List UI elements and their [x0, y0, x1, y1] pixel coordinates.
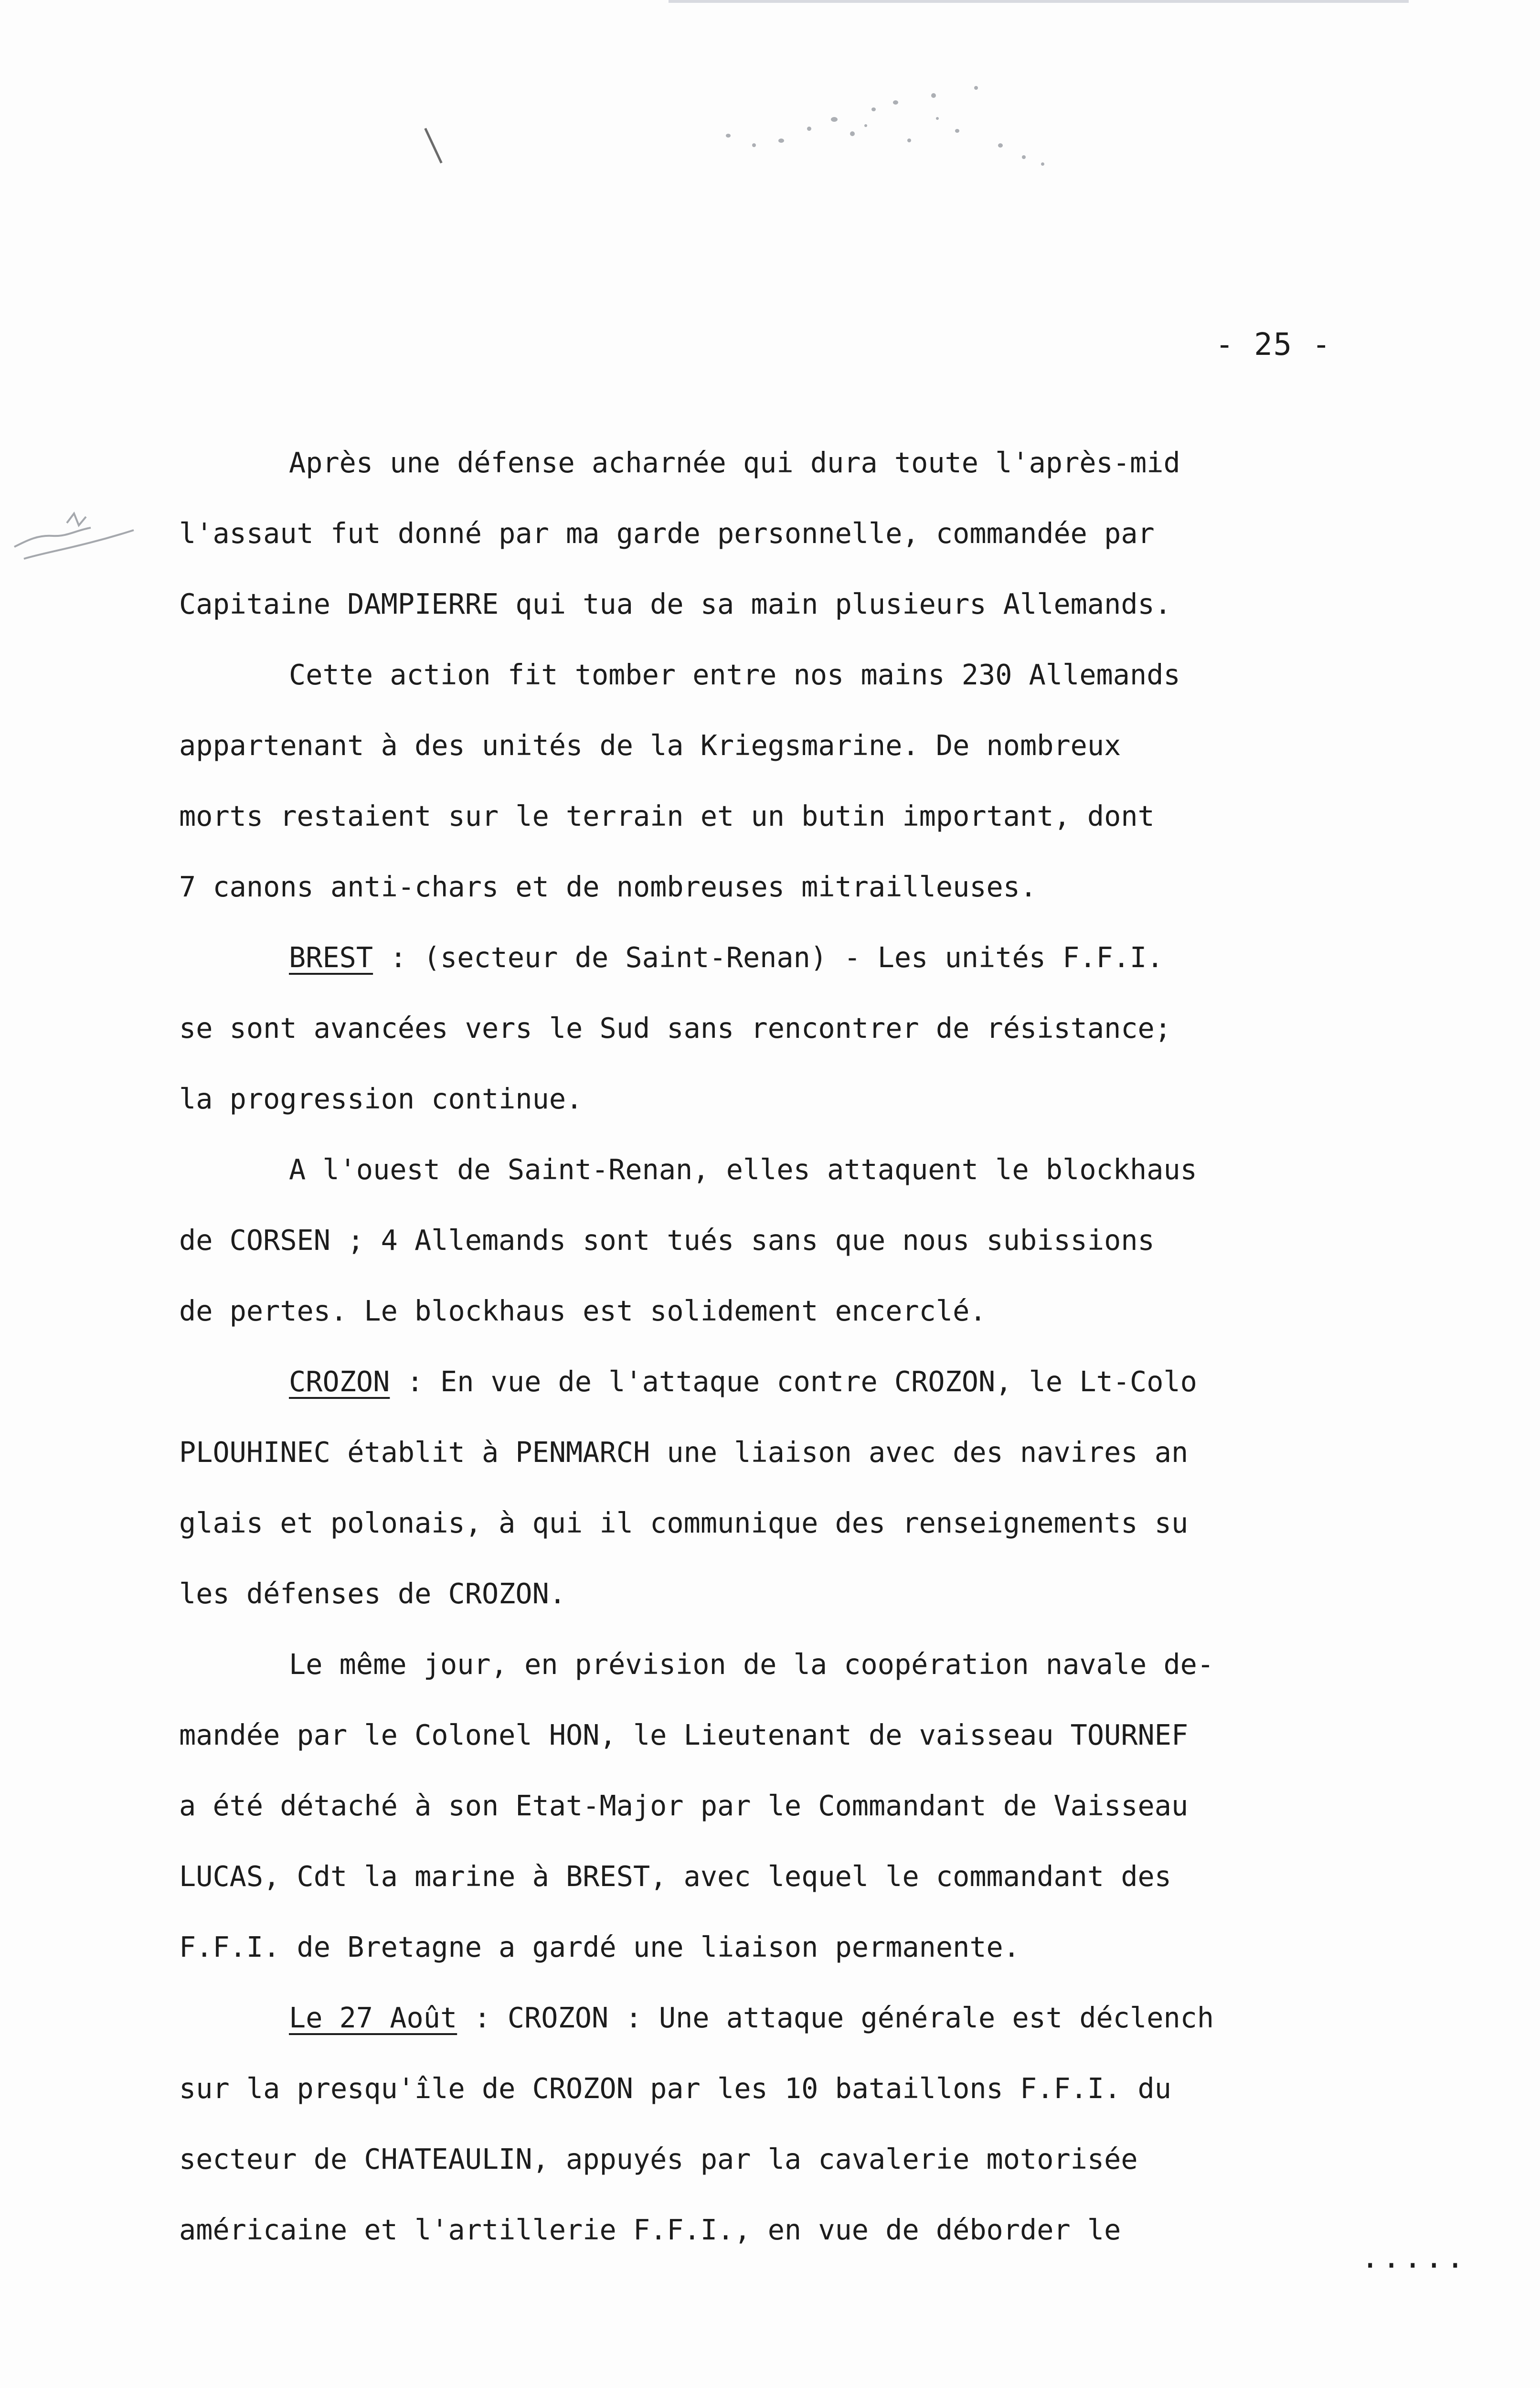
text-line	[179, 1983, 1485, 2053]
section-heading-crozon: CROZON	[289, 1365, 390, 1398]
heading-rest: : (secteur de Saint-Renan) - Les unités F.F.I.	[373, 941, 1164, 974]
text-line: appartenant à des unités de la Kriegsmarine. De nombreux	[179, 729, 1121, 762]
section-heading-date: Le 27 Août	[289, 2002, 457, 2034]
stamp-residue	[707, 72, 1051, 177]
text-line: glais et polonais, à qui il communique des renseignements su	[179, 1507, 1189, 1539]
text-line: mandée par le Colonel HON, le Lieutenant de vaisseau TOURNEF	[179, 1719, 1189, 1751]
text-line: se sont avancées vers le Sud sans rencontrer de résistance;	[179, 1012, 1171, 1045]
text-line: A l'ouest de Saint-Renan, elles attaquent le blockhaus	[289, 1153, 1197, 1186]
text-line: PLOUHINEC établit à PENMARCH une liaison avec des navires an	[179, 1436, 1189, 1469]
text-line: Capitaine DAMPIERRE qui tua de sa main plusieurs Allemands.	[179, 588, 1171, 620]
text-line: Cette action fit tomber entre nos mains 230 Allemands	[289, 659, 1180, 691]
text-line: F.F.I. de Bretagne a gardé une liaison permanente.	[179, 1931, 1020, 1963]
heading-rest: : CROZON : Une attaque générale est déclench	[457, 2002, 1214, 2034]
text-line: les défenses de CROZON.	[179, 1578, 566, 1610]
section-heading-brest: BREST	[289, 941, 373, 974]
text-line	[179, 1346, 1485, 1417]
heading-rest: : En vue de l'attaque contre CROZON, le Lt-Colo	[390, 1365, 1197, 1398]
text-line: LUCAS, Cdt la marine à BREST, avec lequel le commandant des	[179, 1860, 1171, 1893]
page-number: - 25 -	[1215, 327, 1332, 362]
text-line: la progression continue.	[179, 1083, 583, 1115]
text-line	[179, 922, 1485, 993]
text-line: de CORSEN ; 4 Allemands sont tués sans que nous subissions	[179, 1224, 1155, 1257]
text-line: l'assaut fut donné par ma garde personnelle, commandée par	[179, 517, 1155, 550]
text-line: Le même jour, en prévision de la coopération navale de-	[289, 1648, 1214, 1681]
text-line: américaine et l'artillerie F.F.I., en vue de déborder le	[179, 2214, 1121, 2246]
text-line: Après une défense acharnée qui dura toute l'après-mid	[289, 447, 1180, 479]
margin-scribble	[10, 501, 143, 568]
text-line: 7 canons anti-chars et de nombreuses mitrailleuses.	[179, 871, 1037, 903]
continuation-dots: .....	[1361, 2240, 1467, 2275]
document-body	[179, 427, 1485, 2265]
pencil-tick-mark	[424, 128, 442, 164]
text-line: a été détaché à son Etat-Major par le Commandant de Vaisseau	[179, 1790, 1189, 1822]
text-line: sur la presqu'île de CROZON par les 10 bataillons F.F.I. du	[179, 2072, 1171, 2105]
text-line: de pertes. Le blockhaus est solidement encerclé.	[179, 1295, 987, 1327]
text-line: morts restaient sur le terrain et un butin important, dont	[179, 800, 1155, 832]
text-line: secteur de CHATEAULIN, appuyés par la cavalerie motorisée	[179, 2143, 1138, 2175]
scan-edge-line	[669, 0, 1409, 3]
